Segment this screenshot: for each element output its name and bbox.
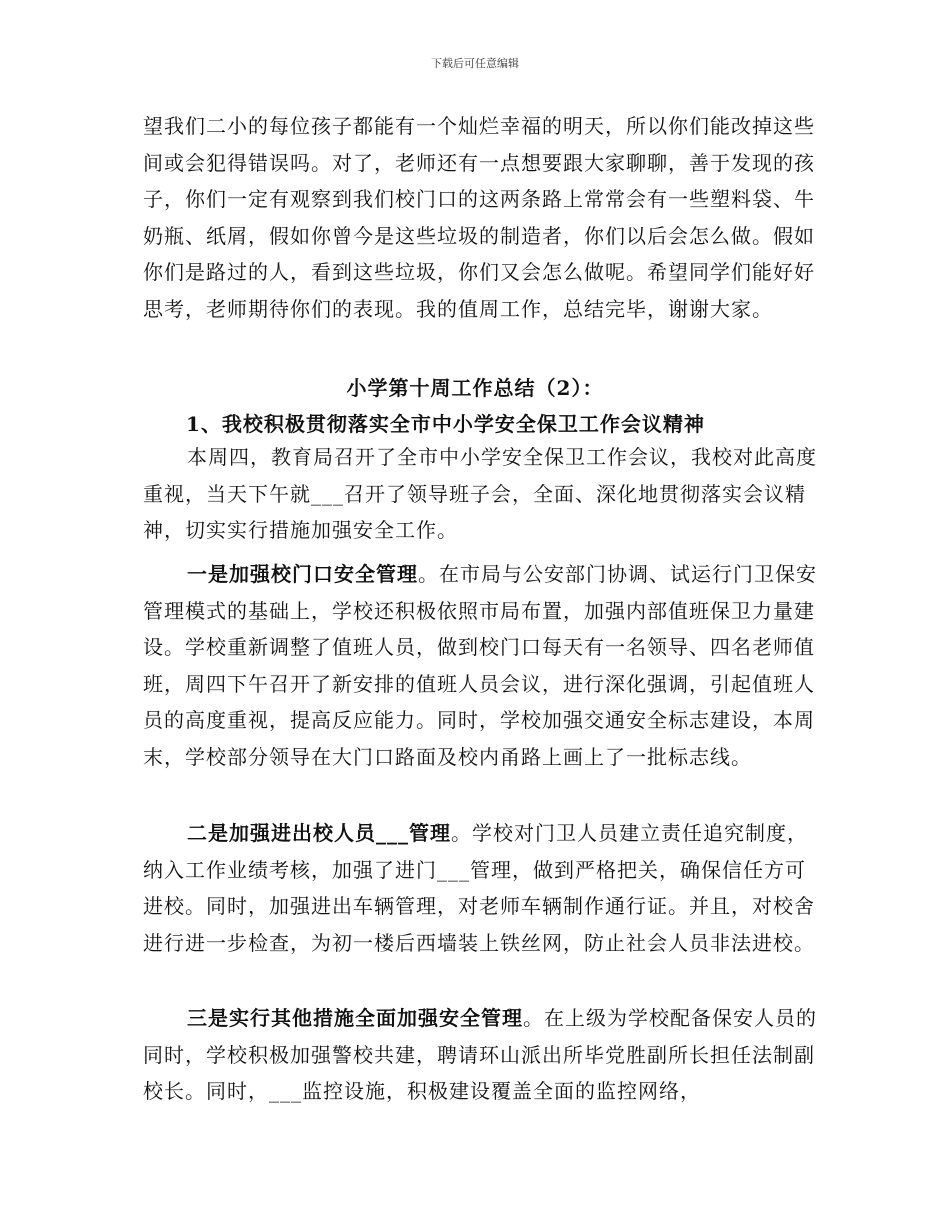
paragraph-4 xyxy=(143,815,823,961)
paragraph-5-body: 。在上级为学校配备保安人员的同时，学校积极加强警校共建，聘请环山派出所毕党胜副所长担任法制副校长。同时，___监控设施，积极建设覆盖全面的监控网络， xyxy=(143,1006,817,1104)
page-header: 下载后可任意编辑 xyxy=(431,57,519,70)
paragraph-2: 本周四，教育局召开了全市中小学安全保卫工作会议，我校对此高度重视，当天下午就___召开了领导班子会，全面、深化地贯彻落实会议精神，切实实行措施加强安全工作。 xyxy=(143,445,817,543)
paragraph-5-lead: 三是实行其他措施全面加强安全管理 xyxy=(187,1006,523,1030)
paragraph-3 xyxy=(143,556,823,776)
paragraph-3-body: 。在市局与公安部门协调、试运行门卫保安管理模式的基础上，学校还积极依照市局布置，加强内部值班保卫力量建设。学校重新调整了值班人员，做到校门口每天有一名领导、四名老师值班，周四下午召开了新安排的值班人员会议，进行深化强调，引起值班人员的高度重视，提高反应能力。同时，学校加强交通安全标志建设，本周末，学校部分领导在大门口路面及校内甬路上画上了一批标志线。 xyxy=(143,562,817,769)
section-title: 小学第十周工作总结（2）： xyxy=(346,376,604,400)
paragraph-4-lead: 二是加强进出校人员___管理 xyxy=(187,821,451,845)
paragraph-1: 望我们二小的每位孩子都能有一个灿烂幸福的明天，所以你们能改掉这些间或会犯得错误吗。对了，老师还有一点想要跟大家聊聊，善于发现的孩子，你们一定有观察到我们校门口的这两条路上常常会有一些塑料袋、牛奶瓶、纸屑，假如你曾今是这些垃圾的制造者，你们以后会怎么做。假如你们是路过的人，看到这些垃圾，你们又会怎么做呢。希望同学们能好好思考，老师期待你们的表现。我的值周工作，总结完毕，谢谢大家。 xyxy=(143,114,815,321)
paragraph-4-body: 。学校对门卫人员建立责任追究制度，纳入工作业绩考核，加强了进门___管理，做到严格把关，确保信任方可进校。同时，加强进出车辆管理，对老师车辆制作通行证。并且，对校舍进行进一步检查，为初一楼后西墙装上铁丝网，防止社会人员非法进校。 xyxy=(143,821,815,955)
section-subtitle: 1、我校积极贯彻落实全市中小学安全保卫工作会议精神 xyxy=(186,412,705,436)
paragraph-5 xyxy=(143,1000,823,1110)
paragraph-3-lead: 一是加强校门口安全管理 xyxy=(187,562,418,586)
